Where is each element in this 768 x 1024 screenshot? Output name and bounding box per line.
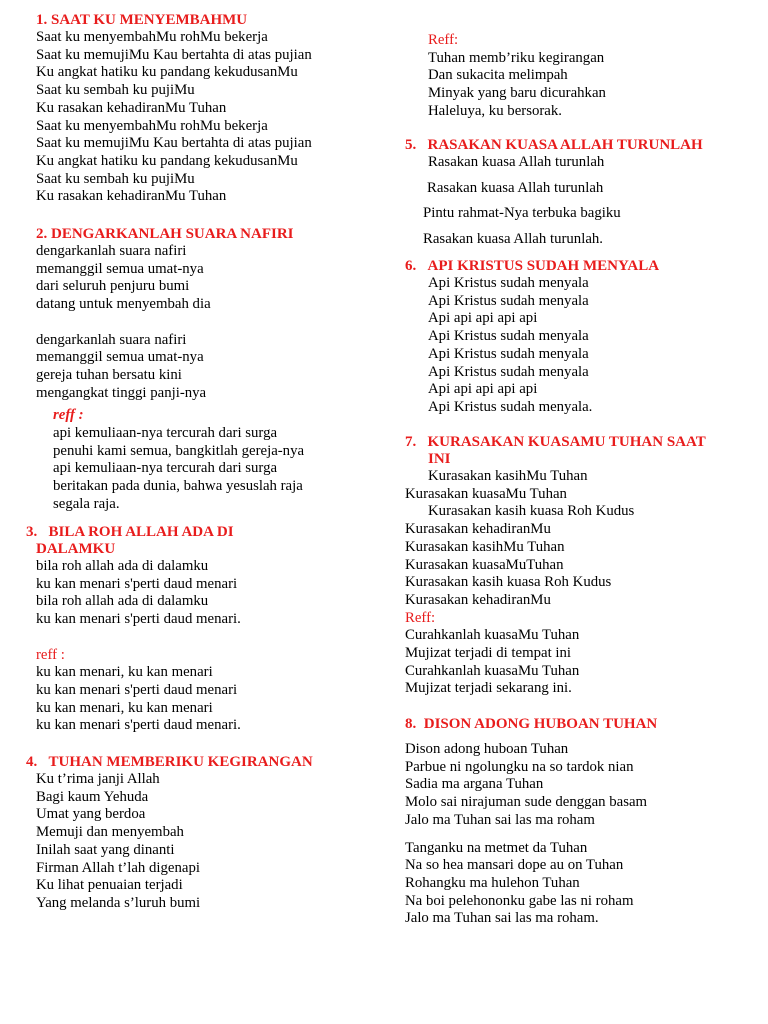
lyric-line: ku kan menari s'perti daud menari	[36, 681, 238, 698]
lyric-line: Haleluya, ku bersorak.	[428, 102, 562, 119]
song-5	[405, 137, 703, 249]
lyric-line: Sadia ma argana Tuhan	[405, 776, 544, 793]
song-5-title-text: RASAKAN KUASA ALLAH TURUNLAH	[427, 137, 703, 153]
lyric-line: Rohangku ma hulehon Tuhan	[405, 874, 580, 891]
lyric-line: gereja tuhan bersatu kini	[36, 366, 182, 383]
lyric-line: Umat yang berdoa	[36, 806, 146, 823]
lyric-line: Api api api api api	[428, 310, 538, 327]
lyric-line: Kurasakan kasih kuasa Roh Kudus	[405, 574, 612, 591]
lyric-line: Ku t’rima janji Allah	[36, 771, 160, 787]
lyric-line: Api Kristus sudah menyala	[428, 363, 589, 380]
song-7-number: 7.	[405, 434, 417, 450]
lyric-line: Api Kristus sudah menyala	[428, 328, 589, 345]
reff-label: Reff:	[428, 32, 459, 48]
lyric-line: Tuhan memb’riku kegirangan	[428, 49, 605, 66]
lyric-line: segala raja.	[53, 495, 120, 512]
lyric-line: Kurasakan kasihMu Tuhan	[405, 538, 565, 555]
lyric-line: ku kan menari s'perti daud menari.	[36, 611, 241, 628]
lyric-line: bila roh allah ada di dalamku	[36, 558, 209, 574]
lyric-line: Pintu rahmat-Nya terbuka bagiku	[423, 205, 621, 222]
song-2	[36, 226, 304, 514]
lyric-line: Rasakan kuasa Allah turunlah	[427, 179, 604, 196]
song-3-title-b: DALAMKU	[36, 541, 116, 557]
reff-label: Reff:	[405, 609, 436, 626]
lyric-line: Api Kristus sudah menyala	[428, 275, 589, 291]
lyric-line: Ku rasakan kehadiranMu Tuhan	[36, 99, 227, 116]
lyric-line: Bagi kaum Yehuda	[36, 788, 149, 805]
lyric-line: Mujizat terjadi sekarang ini.	[405, 680, 572, 697]
lyric-line: Minyak yang baru dicurahkan	[428, 85, 606, 102]
lyric-line: api kemuliaan-nya tercurah dari surga	[53, 460, 278, 477]
lyric-line: Kurasakan kuasaMu Tuhan	[405, 485, 567, 502]
lyric-line: Saat ku sembah ku pujiMu	[36, 82, 195, 99]
lyric-line: dari seluruh penjuru bumi	[36, 278, 190, 295]
song-2-reff	[36, 407, 304, 513]
lyric-line: ku kan menari, ku kan menari	[36, 664, 213, 681]
lyric-line: bila roh allah ada di dalamku	[36, 593, 209, 610]
song-1-title: 1. SAAT KU MENYEMBAHMU	[36, 12, 248, 28]
song-8-title-text: DISON ADONG HUBOAN TUHAN	[423, 716, 658, 732]
song-4-title-text: TUHAN MEMBERIKU KEGIRANGAN	[48, 754, 313, 770]
song-3-title-a: BILA ROH ALLAH ADA DI	[48, 524, 234, 540]
reff-label: reff :	[53, 407, 84, 424]
lyric-line: Saat ku sembah ku pujiMu	[36, 170, 195, 187]
song-8-title	[405, 716, 657, 733]
lyric-line: Na boi pelehononku gabe las ni roham	[405, 892, 634, 909]
song-7-title	[405, 434, 706, 451]
lyric-line: Rasakan kuasa Allah turunlah.	[423, 231, 603, 248]
lyric-line: Memuji dan menyembah	[36, 824, 184, 841]
song-7-title-a: KURASAKAN KUASAMU TUHAN SAAT	[427, 434, 706, 450]
lyric-line: Firman Allah t’lah digenapi	[36, 859, 200, 876]
song-6-title	[405, 258, 659, 275]
lyric-line: Curahkanlah kuasaMu Tuhan	[405, 627, 580, 644]
song-1	[36, 12, 312, 206]
lyric-line: Saat ku memujiMu Kau bertahta di atas pujian	[36, 135, 312, 152]
lyric-line: ku kan menari, ku kan menari	[36, 699, 213, 716]
lyric-line: Saat ku menyembahMu rohMu bekerja	[36, 29, 268, 45]
lyric-line: Tanganku na metmet da Tuhan	[405, 839, 588, 856]
lyric-line: dengarkanlah suara nafiri	[36, 243, 187, 259]
lyric-line: Api api api api api	[428, 381, 538, 398]
lyric-line: Kurasakan kuasaMuTuhan	[405, 556, 564, 573]
song-5-number: 5.	[405, 137, 417, 153]
song-3-title	[26, 524, 241, 541]
song-3-number: 3.	[26, 524, 38, 540]
reff-label: reff :	[36, 646, 65, 663]
lyric-line: Api Kristus sudah menyala	[428, 292, 589, 309]
lyric-line: Saat ku memujiMu Kau bertahta di atas pujian	[36, 46, 312, 63]
lyric-line: Kurasakan kasihMu Tuhan	[428, 468, 588, 484]
song-4-number: 4.	[26, 754, 38, 770]
lyric-line: memanggil semua umat-nya	[36, 260, 204, 277]
lyric-line: Jalo ma Tuhan sai las ma roham.	[405, 910, 599, 927]
lyric-line: Dison adong huboan Tuhan	[405, 741, 569, 757]
lyric-line: Api Kristus sudah menyala.	[428, 398, 593, 415]
lyric-line: Na so hea mansari dope au on Tuhan	[405, 857, 624, 874]
lyric-line: Saat ku menyembahMu rohMu bekerja	[36, 117, 268, 134]
song-1-lyrics	[36, 29, 312, 206]
lyric-line: Kurasakan kehadiranMu	[405, 591, 551, 608]
song-4	[26, 754, 313, 913]
lyric-line: beritakan pada dunia, bahwa yesuslah raja	[53, 478, 303, 495]
song-6-title-text: API KRISTUS SUDAH MENYALA	[427, 258, 660, 274]
lyric-line: memanggil semua umat-nya	[36, 349, 204, 366]
song-8-number: 8.	[405, 716, 417, 732]
lyric-line: Ku angkat hatiku ku pandang kekudusanMu	[36, 64, 298, 81]
song-7-title-b: INI	[428, 451, 451, 467]
lyric-line: ku kan menari s'perti daud menari	[36, 575, 238, 592]
lyric-line: mengangkat tinggi panji-nya	[36, 384, 207, 401]
lyric-line: penuhi kami semua, bangkitlah gereja-nya	[53, 442, 305, 459]
song-6-number: 6.	[405, 258, 417, 274]
lyric-line: Ku angkat hatiku ku pandang kekudusanMu	[36, 152, 298, 169]
lyric-line: Parbue ni ngolungku na so tardok nian	[405, 758, 634, 775]
lyric-line: Molo sai nirajuman sude denggan basam	[405, 794, 648, 811]
song-5-title	[405, 137, 703, 154]
lyric-line: Jalo ma Tuhan sai las ma roham	[405, 811, 595, 828]
lyric-line: Ku rasakan kehadiranMu Tuhan	[36, 188, 227, 205]
lyric-line: Dan sukacita melimpah	[428, 67, 568, 84]
lyric-line: Kurasakan kehadiranMu	[405, 521, 551, 538]
lyric-line: Kurasakan kasih kuasa Roh Kudus	[428, 503, 635, 520]
lyric-line: ku kan menari s'perti daud menari.	[36, 717, 241, 734]
song-3	[26, 524, 241, 735]
lyric-line: Ku lihat penuaian terjadi	[36, 877, 183, 894]
lyric-line: Rasakan kuasa Allah turunlah	[428, 154, 605, 170]
song-6	[405, 258, 659, 417]
lyric-line: Curahkanlah kuasaMu Tuhan	[405, 662, 580, 679]
song-4-title	[26, 754, 313, 771]
lyric-line: Inilah saat yang dinanti	[36, 841, 175, 858]
lyric-line: Api Kristus sudah menyala	[428, 345, 589, 362]
lyric-line: dengarkanlah suara nafiri	[36, 331, 187, 348]
lyric-line: Yang melanda s’luruh bumi	[36, 894, 201, 911]
song-2-title: 2. DENGARKANLAH SUARA NAFIRI	[36, 226, 294, 242]
lyric-line: datang untuk menyembah dia	[36, 296, 211, 313]
lyric-line: Mujizat terjadi di tempat ini	[405, 645, 572, 662]
lyric-line: api kemuliaan-nya tercurah dari surga	[53, 425, 278, 442]
song-4-reff	[428, 32, 606, 121]
song-7	[405, 434, 706, 698]
song-8	[405, 716, 657, 928]
